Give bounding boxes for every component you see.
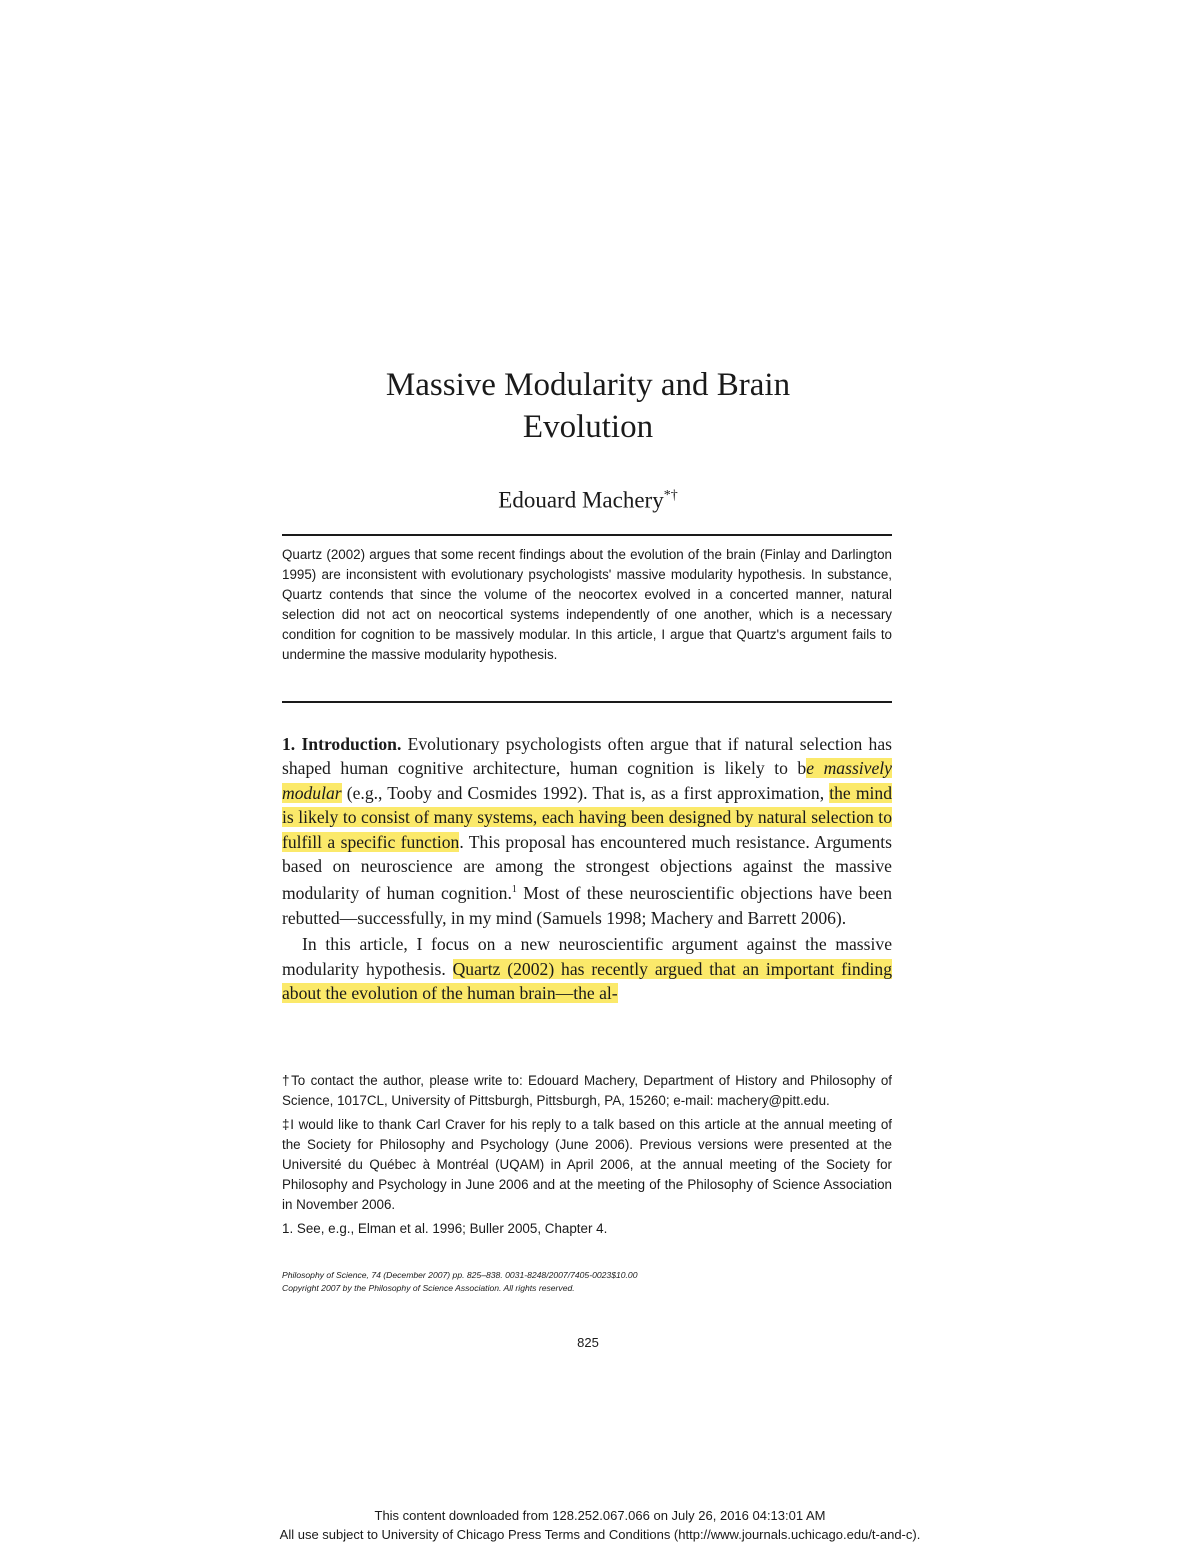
footnote-contact: †To contact the author, please write to: Edouard Machery, Department of History and Philosophy of Science, 1017CL, University of Pittsburgh, Pittsburgh, PA, 15260; e-mail: machery@pitt.edu. <box>282 1073 892 1108</box>
publication-copyright: Copyright 2007 by the Philosophy of Science Association. All rights reserved. <box>282 1283 575 1293</box>
abstract-bottom-rule <box>282 701 892 703</box>
highlight-quartz-argument[interactable]: Quartz (2002) has recently argued that an important finding about the evolution of the human brain—the al- <box>282 958 892 1003</box>
article-title-line-2: Evolution <box>522 409 654 445</box>
page-number: 825 <box>577 1335 599 1350</box>
article-title <box>0 364 1176 448</box>
paragraph-1-text-b: (e.g., Tooby and Cosmides 1992). That is, as a first approximation, <box>341 782 830 803</box>
section-number: 1. <box>282 734 296 754</box>
download-notice <box>0 1506 1200 1544</box>
paragraph-2-text-a: In this article, I focus on a new neuroscientific argument against the massive modularity hypothesis. <box>282 934 892 979</box>
highlight-mind-many-systems[interactable]: the mind is likely to consist of many systems, each having been designed by natural selection to fulfill a specific function <box>282 782 892 852</box>
paragraph-1 <box>282 732 892 930</box>
footnote-ref-1[interactable]: 1 <box>511 884 517 896</box>
abstract-top-rule <box>282 534 892 536</box>
paragraph-2 <box>282 932 892 1005</box>
download-notice-line-2: All use subject to University of Chicago Press Terms and Conditions (http://www.journals.uchicago.edu/t-and-c). <box>279 1527 921 1542</box>
paragraph-1-text-d: Most of these neuroscientific objections have been rebutted—successfully, in my mind (Samuels 1998; Machery and Barrett 2006). <box>282 883 892 928</box>
footnote-1: 1. See, e.g., Elman et al. 1996; Buller 2005, Chapter 4. <box>282 1221 608 1236</box>
author-line <box>0 482 1176 515</box>
section-heading: Introduction. <box>301 734 402 754</box>
paragraph-1-text-a: Evolutionary psychologists often argue that if natural selection has shaped human cognitive architecture, human cognition is likely to b <box>282 734 892 779</box>
highlight-massively-modular[interactable]: e massively modular <box>282 758 892 803</box>
download-notice-line-1: This content downloaded from 128.252.067.066 on July 26, 2016 04:13:01 AM <box>374 1508 826 1523</box>
article-title-line-1: Massive Modularity and Brain <box>385 367 791 403</box>
publication-citation: Philosophy of Science, 74 (December 2007) pp. 825–838. 0031-8248/2007/7405-0023$10.00 <box>282 1270 638 1280</box>
abstract: Quartz (2002) argues that some recent findings about the evolution of the brain (Finlay and Darlington 1995) are inconsistent with evolutionary psychologists' massive modularity hypothesis. In substance, Quartz contends that since the volume of the neocortex evolved in a concerted manner, natural selection did not act on neocortical systems independently of one another, which is a necessary condition for cognition to be massively modular. In this article, I argue that Quartz's argument fails to undermine the massive modularity hypothesis. <box>282 547 892 662</box>
footnotes <box>282 1071 892 1243</box>
author-footnote-marks: *† <box>663 488 678 503</box>
body-text <box>282 732 892 1005</box>
paragraph-1-text-c: . This proposal has encountered much resistance. Arguments based on neuroscience are among the strongest objections against the massive modularity of human cognition. <box>282 831 892 904</box>
author-name: Edouard Machery <box>498 487 664 513</box>
publication-info <box>282 1269 892 1295</box>
footnote-acknowledgments: ‡I would like to thank Carl Craver for his reply to a talk based on this article at the annual meeting of the Society for Philosophy and Psychology (June 2006). Previous versions were presented at the Université du Québec à Montréal (UQAM) in April 2006, at the annual meeting of the Society for Philosophy and Psychology in June 2006 and at the meeting of the Philosophy of Science Association in November 2006. <box>282 1117 892 1212</box>
